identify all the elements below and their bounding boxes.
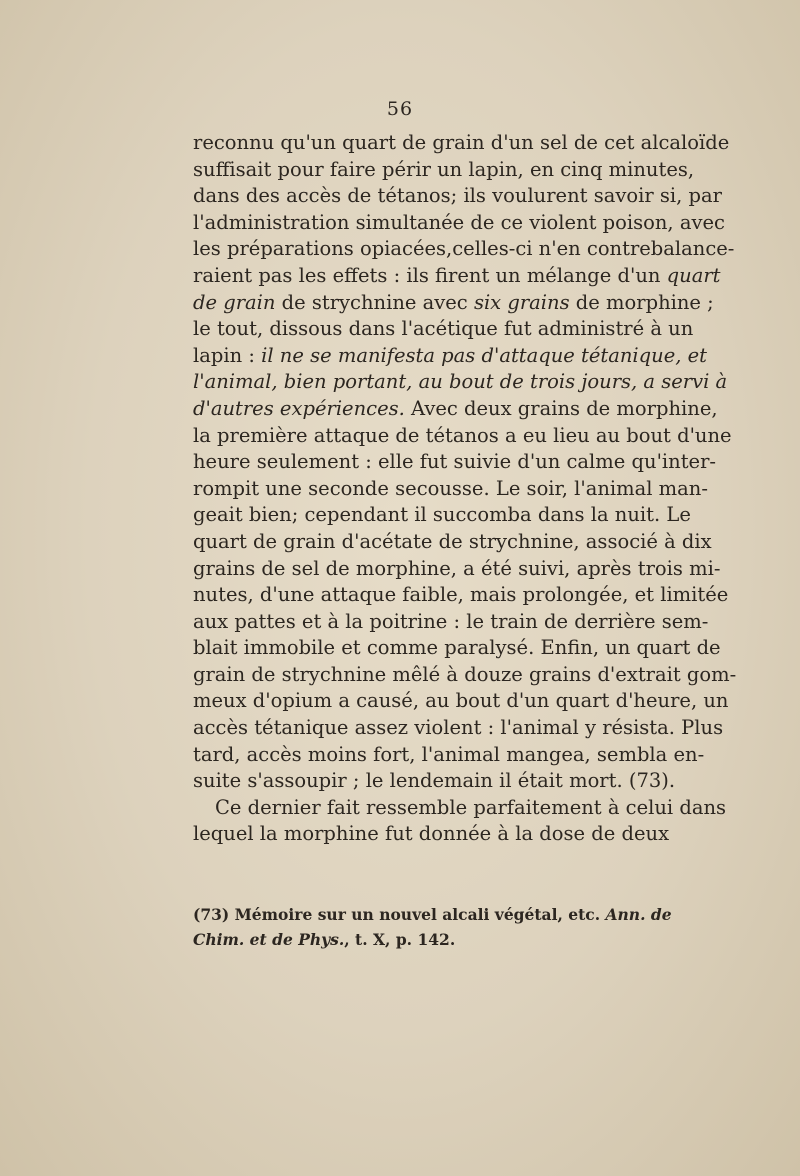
text-line: suffisait pour faire périr un lapin, en cinq minutes,	[193, 157, 695, 181]
text-line: nutes, d'une attaque faible, mais prolongée, et limitée	[193, 583, 729, 607]
text-line	[193, 290, 714, 317]
italic-segment: six grains	[473, 290, 570, 314]
text-line	[193, 343, 708, 370]
italic-segment: il ne se manifesta pas d'attaque tétanique, et	[261, 343, 708, 367]
text-line: grains de sel de morphine, a été suivi, après trois mi-	[193, 556, 721, 580]
italic-segment: de grain	[193, 290, 276, 314]
text-segment: (73) Mémoire sur un nouvel alcali végétal, etc.	[193, 905, 606, 924]
footnote-line	[193, 902, 672, 927]
text-line: grain de strychnine mêlé à douze grains d'extrait gom-	[193, 662, 737, 686]
text-line: le tout, dissous dans l'acétique fut administré à un	[193, 317, 694, 341]
text-segment: lapin :	[193, 343, 262, 367]
text-line: quart de grain d'acétate de strychnine, associé à dix	[193, 529, 712, 553]
text-segment: , t. X, p. 142.	[344, 930, 456, 949]
text-segment: de strychnine avec	[275, 290, 474, 314]
body-text	[193, 130, 737, 848]
italic-segment: Chim. et de Phys.	[193, 930, 345, 949]
text-line: dans des accès de tétanos; ils voulurent savoir si, par	[193, 184, 722, 208]
text-line: heure seulement : elle fut suivie d'un calme qu'inter-	[193, 450, 717, 474]
italic-segment: quart	[666, 263, 721, 287]
text-line: reconnu qu'un quart de grain d'un sel de cet alcaloïde	[193, 131, 730, 154]
text-line: suite s'assoupir ; le lendemain il était mort. (73).	[193, 769, 676, 793]
text-line: aux pattes et à la poitrine : le train de derrière sem-	[193, 609, 709, 633]
text-line: rompit une seconde secousse. Le soir, l'animal man-	[193, 476, 708, 500]
text-line: tard, accès moins fort, l'animal mangea, sembla en-	[193, 742, 705, 766]
italic-segment: d'autres expériences.	[193, 396, 405, 420]
text-segment: raient pas les effets : ils firent un mélange d'un	[193, 263, 667, 287]
footnote	[193, 902, 672, 952]
text-line: meux d'opium a causé, au bout d'un quart d'heure, un	[193, 689, 729, 713]
text-line: les préparations opiacées,celles-ci n'en contrebalance-	[193, 237, 735, 261]
text-line: blait immobile et comme paralysé. Enfin, un quart de	[193, 636, 721, 660]
page-number: 56	[386, 98, 414, 120]
italic-segment: l'animal, bien portant, au bout de trois jours, a servi à	[193, 370, 728, 394]
paragraph-start-line: Ce dernier fait ressemble parfaitement à celui dans	[215, 795, 727, 819]
text-line	[193, 263, 721, 290]
text-line: la première attaque de tétanos a eu lieu au bout d'une	[193, 423, 732, 447]
italic-segment: Ann. de	[605, 905, 672, 924]
text-segment: Avec deux grains de morphine,	[404, 396, 718, 420]
text-line: geait bien; cependant il succomba dans la nuit. Le	[193, 503, 691, 527]
text-line: lequel la morphine fut donnée à la dose de deux	[193, 822, 670, 846]
text-line	[193, 369, 728, 396]
text-segment: de morphine ;	[569, 290, 714, 314]
footnote-line	[193, 927, 669, 952]
text-line	[193, 396, 718, 423]
text-line: accès tétanique assez violent : l'animal y résista. Plus	[193, 716, 724, 740]
text-line: l'administration simultanée de ce violent poison, avec	[193, 210, 725, 234]
